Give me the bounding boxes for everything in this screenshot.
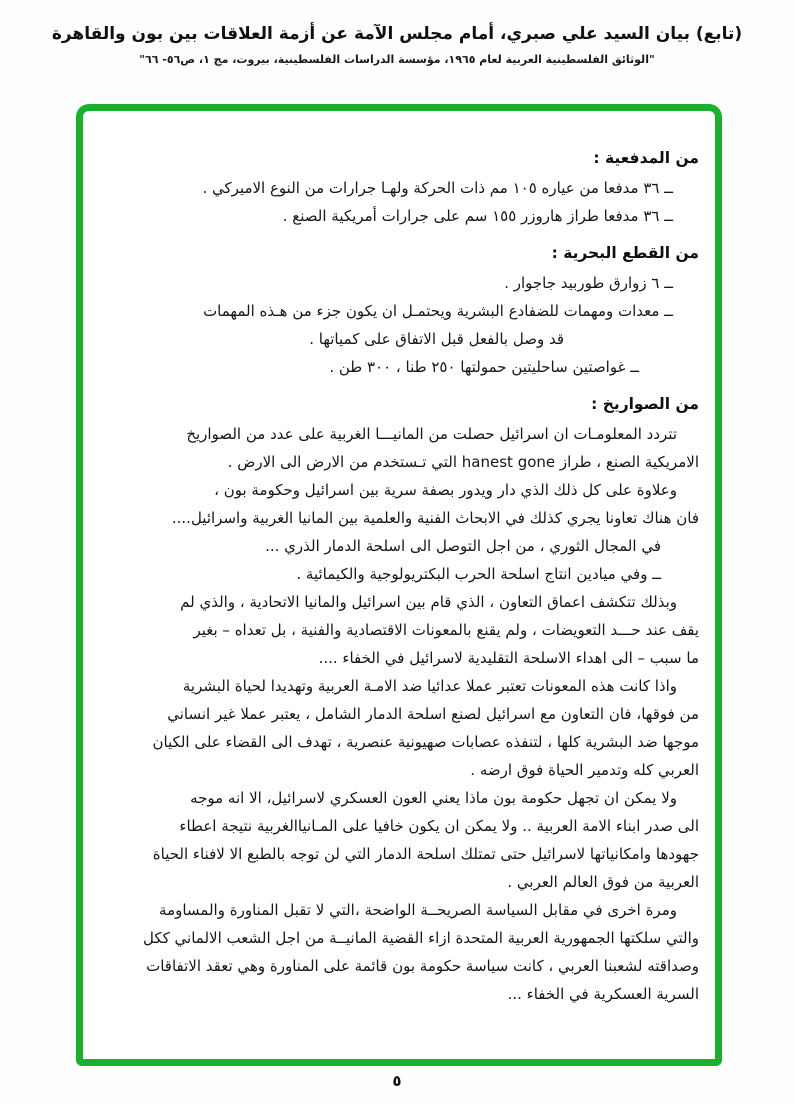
page-number: ٥	[392, 1072, 402, 1090]
source-citation: "الوثائق الفلسطينية العربية لعام ١٩٦٥، مؤسسة الدراسات الفلسطينية، بيروت، مج ١، ص٥٦- ٦٦"	[139, 53, 655, 66]
text-line: ومرة اخرى في مقابل السياسة الصريحــة الواضحة ،التي لا تقبل المناورة والمساومة	[159, 901, 677, 919]
text-line: يقف عند حـــد التعويضات ، ولم يقنع بالمعونات الاقتصادية والفنية ، بل تعداه – بغير	[193, 621, 699, 639]
document-header	[0, 24, 794, 66]
document-title: (تابع) بيان السيد علي صبري، أمام مجلس الآمة عن أزمة العلاقات بين بون والقاهرة	[51, 24, 743, 44]
text-line: وبذلك تتكشف اعماق التعاون ، الذي قام بين اسرائيل والمانيا الاتحادية ، والذي لم	[180, 593, 677, 611]
text-line: العربي كله وتدمير الحياة فوق ارضه .	[470, 761, 699, 779]
text-line: موجها ضد البشرية كلها ، لتنفذه عصابات صهيونية عنصرية ، تهدف الى القضاء على الكيان	[152, 733, 699, 751]
text-line: ــ ٣٦ مدفعا من عياره ١٠٥ مم ذات الحركة ولهـا جرارات من النوع الاميركي .	[202, 179, 673, 197]
text-line: جهودها وامكانياتها لاسرائيل حتى تمتلك اسلحة الدمار التي لن توجه بالطبع الا لافناء الحياة	[152, 845, 699, 863]
text-line: واذا كانت هذه المعونات تعتبر عملا عدائيا ضد الامـة العربية وتهديدا لحياة البشرية	[182, 677, 677, 695]
section-heading: من المدفعية :	[593, 149, 699, 167]
text-line: والتي سلكتها الجمهورية العربية المتحدة ازاء القضية المانيــة من اجل الشعب الالماني ككل	[143, 929, 699, 947]
section-heading: من القطع البحرية :	[551, 244, 699, 262]
section-heading: من الصواريخ :	[591, 395, 699, 413]
text-line: ــ وفي ميادين انتاج اسلحة الحرب البكتريولوجية والكيمائية .	[296, 565, 661, 583]
text-line: في المجال الثوري ، من اجل التوصل الى اسلحة الدمار الذري ...	[265, 537, 661, 555]
document-body	[105, 135, 699, 1049]
text-line: وصداقته لشعبنا العربي ، كانت سياسة حكومة بون قائمة على المناورة وهي تعقد الاتفاقات	[146, 957, 699, 975]
text-line: تتردد المعلومـات ان اسرائيل حصلت من المانيـــا الغربية على عدد من الصواريخ	[186, 425, 677, 443]
text-line: الى صدر ابناء الامة العربية .. ولا يمكن ان يكون خافيا على المـانياالغربية نتيجة اعطاء	[179, 817, 699, 835]
text-line: ــ معدات ومهمات للضفادع البشرية ويحتمـل ان يكون جزء من هـذه المهمات	[203, 302, 673, 320]
text-line: ــ غواصتين ساحليتين حمولتها ٢٥٠ طنا ، ٣٠٠ طن .	[329, 358, 639, 376]
text-line: ما سبب – الى اهداء الاسلحة التقليدية لاسرائيل في الخفاء ....	[318, 649, 699, 667]
text-line: ــ ٣٦ مدفعا طراز هاروزر ١٥٥ سم على جرارات أمريكية الصنع .	[282, 207, 673, 225]
text-line: وعلاوة على كل ذلك الذي دار ويدور بصفة سرية بين اسرائيل وحكومة بون ،	[214, 481, 677, 499]
text-line: قد وصل بالفعل قبل الاتفاق على كمياتها .	[309, 330, 564, 348]
text-line: العربية من فوق العالم العربي .	[507, 873, 699, 891]
text-line: ــ ٦ زوارق طوربيد جاجوار .	[504, 274, 673, 292]
text-line: السرية العسكرية في الخفاء ...	[507, 985, 699, 1003]
text-line: فان هناك تعاونا يجري كذلك في الابحاث الفنية والعلمية بين المانيا الغربية واسرائيل....	[171, 509, 699, 527]
green-border-frame	[76, 104, 722, 1066]
text-line: من فوقها، فان التعاون مع اسرائيل لصنع اسلحة الدمار الشامل ، يعتبر عملا غير انساني	[167, 705, 699, 723]
text-line: الامريكية الصنع ، طراز hanest gone التي تـستخدم من الارض الى الارض .	[227, 453, 699, 471]
text-line: ولا يمكن ان تجهل حكومة بون ماذا يعني العون العسكري لاسرائيل، الا انه موجه	[190, 789, 677, 807]
